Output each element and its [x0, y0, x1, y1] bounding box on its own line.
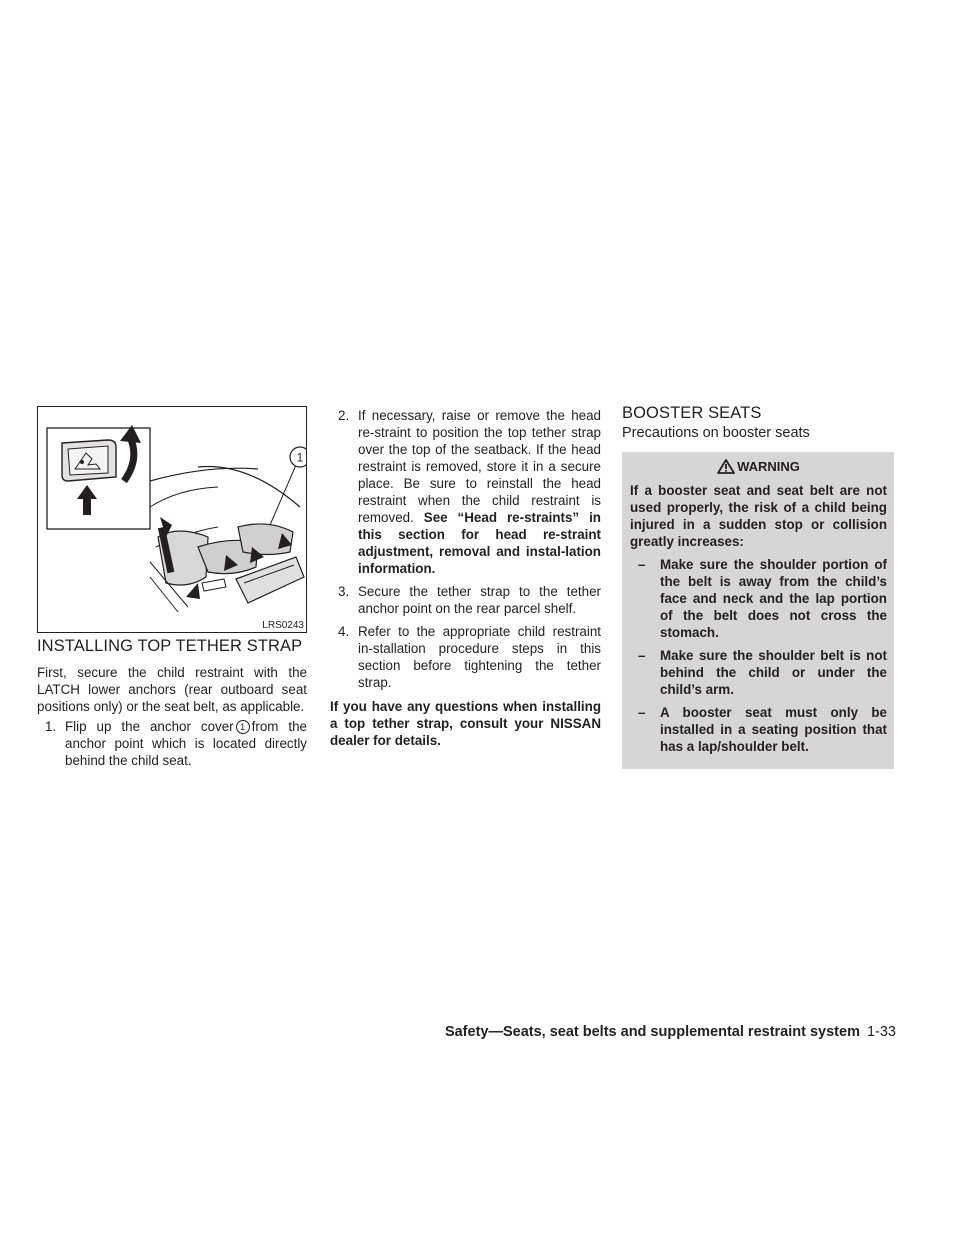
chapter-title: Safety—Seats, seat belts and supplemental restraint system — [444, 1024, 860, 1040]
warning-bullet — [630, 647, 887, 698]
step-1 — [37, 718, 307, 769]
step-text-part: If necessary, raise or remove the head re-straint to position the top tether strap over the top of the seatback. If the head restraint is removed, store it in a secure place. Be sure to reinstall the head restraint when the child restraint is removed. — [358, 408, 601, 525]
bullet-dash: – — [638, 648, 646, 663]
intro-paragraph: First, secure the child restraint with the LATCH lower anchors (rear outboard seat positions only) or the seat belt, as applicable. — [37, 665, 307, 714]
step-text — [358, 407, 601, 577]
bullet-text: Make sure the shoulder portion of the belt is away from the child’s face and neck and the lap portion of the belt does not cross the stomach. — [660, 557, 887, 640]
step-text — [65, 718, 307, 769]
step-4 — [330, 623, 601, 691]
callout-ref-icon: 1 — [236, 720, 250, 734]
bullet-dash: – — [638, 705, 646, 720]
figure-id: LRS0243 — [262, 620, 304, 631]
closing-note: If you have any questions when installing a top tether strap, consult your NISSAN dealer for details. — [330, 699, 601, 748]
subheading-precautions: Precautions on booster seats — [622, 425, 810, 441]
column-left — [37, 406, 307, 769]
bullet-text: A booster seat must only be installed in a seating position that has a lap/shoulder belt. — [660, 705, 887, 754]
warning-box — [622, 452, 894, 769]
step-text-part: Flip up the anchor cover — [65, 719, 234, 734]
warning-lead: If a booster seat and seat belt are not used properly, the risk of a child being injured in a sudden stop or collision greatly increases: — [630, 483, 887, 549]
bullet-text: Make sure the shoulder belt is not behind the child or under the child’s arm. — [660, 648, 887, 697]
step-number: 2. — [338, 408, 350, 423]
warning-bullet — [630, 556, 887, 641]
page-footer — [401, 1024, 896, 1040]
callout-number: 1 — [296, 450, 304, 465]
tether-anchor-drawing — [38, 407, 306, 632]
step-3 — [330, 583, 601, 617]
tether-anchor-illustration — [37, 406, 307, 633]
section-heading-top-tether: INSTALLING TOP TETHER STRAP — [37, 637, 303, 655]
column-middle — [330, 407, 601, 749]
bullet-dash: – — [638, 557, 646, 572]
page-number: 1-33 — [866, 1024, 896, 1040]
step-number: 3. — [338, 584, 350, 599]
section-heading-booster-seats: BOOSTER SEATS — [622, 404, 762, 422]
warning-title — [630, 456, 887, 476]
step-number: 1. — [45, 719, 57, 734]
warning-title-text: WARNING — [737, 458, 800, 474]
warning-triangle-icon — [717, 459, 735, 474]
cross-reference: See “Head re-straints” in this section for head re-straint adjustment, removal and instal-lation information. — [358, 510, 601, 576]
warning-bullet — [630, 704, 887, 755]
step-number: 4. — [338, 624, 350, 639]
column-right — [622, 404, 894, 769]
step-2 — [330, 407, 601, 577]
step-text: Secure the tether strap to the tether anchor point on the rear parcel shelf. — [358, 584, 601, 616]
step-text: Refer to the appropriate child restraint in-stallation procedure steps in this section before tightening the tether strap. — [358, 624, 601, 690]
step-text-part: from the anchor point which is located directly behind the child seat. — [65, 719, 308, 768]
